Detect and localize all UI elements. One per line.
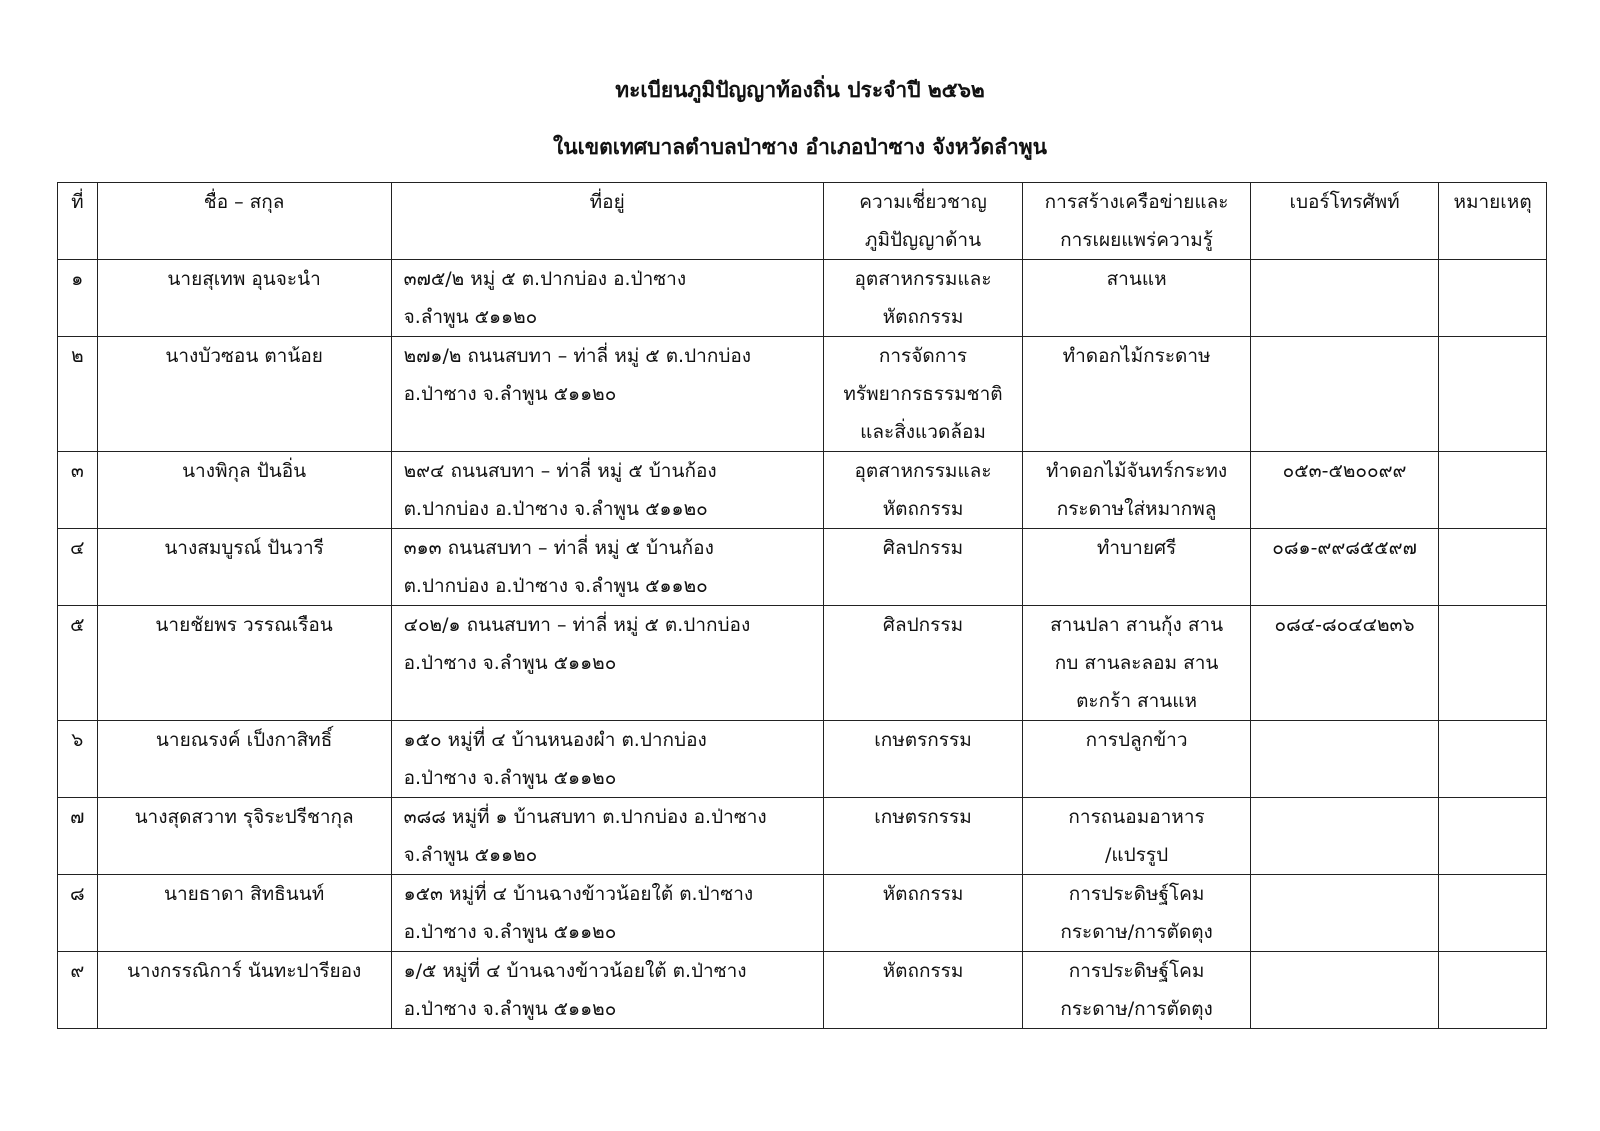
table-row [58, 875, 1547, 952]
cell-address [391, 529, 823, 606]
network-line: สานปลา สานกุ้ง สาน [1050, 614, 1224, 636]
address-line: ๔๐๒/๑ ถนนสบทา – ท่าลี่ หมู่ ๕ ต.ปากบ่อง [403, 614, 751, 636]
document-subtitle: ในเขตเทศบาลตำบลป่าซาง อำเภอป่าซาง จังหวัดลำพูน [553, 135, 1047, 159]
table-row [58, 337, 1547, 452]
cell-phone: ๐๘๑-๙๙๘๕๕๙๗ [1250, 529, 1438, 606]
address-line: ๒๗๑/๒ ถนนสบทา – ท่าลี่ หมู่ ๕ ต.ปากบ่อง [403, 345, 752, 367]
cell-no: ๔ [58, 529, 98, 606]
cell-expertise [823, 875, 1022, 952]
cell-no: ๓ [58, 452, 98, 529]
expertise-line: อุตสาหกรรมและ [854, 268, 992, 290]
header-expertise-line1: ความเชี่ยวชาญ [859, 191, 987, 213]
wisdom-registry-table [57, 182, 1547, 1029]
table-row [58, 606, 1547, 721]
cell-remark [1439, 260, 1547, 337]
cell-address [391, 952, 823, 1029]
address-line: จ.ลำพูน ๕๑๑๒๐ [403, 306, 538, 328]
cell-remark [1439, 452, 1547, 529]
cell-expertise [823, 337, 1022, 452]
cell-remark [1439, 721, 1547, 798]
cell-remark [1439, 606, 1547, 721]
cell-expertise [823, 952, 1022, 1029]
expertise-line: หัตถกรรม [882, 883, 964, 905]
cell-network [1023, 952, 1251, 1029]
cell-phone [1250, 798, 1438, 875]
network-line: การประดิษฐ์โคม [1068, 883, 1205, 905]
document-title: ทะเบียนภูมิปัญญาท้องถิ่น ประจำปี ๒๕๖๒ [615, 78, 985, 102]
cell-remark [1439, 529, 1547, 606]
network-line: ทำดอกไม้กระดาษ [1062, 345, 1211, 367]
network-line: กระดาษ/การตัดตุง [1060, 998, 1213, 1020]
cell-name: นางสุดสวาท รุจิระปรีชากุล [97, 798, 391, 875]
expertise-line: เกษตรกรรม [874, 806, 972, 828]
cell-no: ๑ [58, 260, 98, 337]
cell-no: ๗ [58, 798, 98, 875]
cell-name: นางพิกุล ปันอิ่น [97, 452, 391, 529]
cell-phone [1250, 260, 1438, 337]
cell-address [391, 260, 823, 337]
cell-address [391, 798, 823, 875]
cell-remark [1439, 875, 1547, 952]
cell-expertise [823, 260, 1022, 337]
address-line: จ.ลำพูน ๕๑๑๒๐ [403, 844, 538, 866]
cell-network [1023, 452, 1251, 529]
address-line: ต.ปากบ่อง อ.ป่าซาง จ.ลำพูน ๕๑๑๒๐ [403, 498, 708, 520]
cell-phone [1250, 875, 1438, 952]
cell-no: ๘ [58, 875, 98, 952]
cell-no: ๙ [58, 952, 98, 1029]
network-line: ทำบายศรี [1096, 537, 1177, 559]
address-line: อ.ป่าซาง จ.ลำพูน ๕๑๑๒๐ [403, 998, 617, 1020]
expertise-line: เกษตรกรรม [874, 729, 972, 751]
cell-expertise [823, 529, 1022, 606]
cell-name: นายณรงค์ เป็งกาสิทธิ์ [97, 721, 391, 798]
network-line: กบ สานละลอม สาน [1054, 652, 1219, 674]
header-address: ที่อยู่ [391, 183, 823, 260]
address-line: ๓๗๕/๒ หมู่ ๕ ต.ปากบ่อง อ.ป่าซาง [403, 268, 687, 290]
header-no: ที่ [58, 183, 98, 260]
cell-network [1023, 337, 1251, 452]
table-row [58, 452, 1547, 529]
cell-phone: ๐๕๓-๕๒๐๐๙๙ [1250, 452, 1438, 529]
cell-address [391, 875, 823, 952]
network-line: ตะกร้า สานแห [1076, 690, 1198, 712]
cell-network [1023, 606, 1251, 721]
table-row [58, 260, 1547, 337]
address-line: ๑๕๐ หมู่ที่ ๔ บ้านหนองผำ ต.ปากบ่อง [403, 729, 707, 751]
address-line: อ.ป่าซาง จ.ลำพูน ๕๑๑๒๐ [403, 383, 617, 405]
header-network-line1: การสร้างเครือข่ายและ [1044, 191, 1229, 213]
address-line: ต.ปากบ่อง อ.ป่าซาง จ.ลำพูน ๕๑๑๒๐ [403, 575, 708, 597]
address-line: ๑๕๓ หมู่ที่ ๔ บ้านฉางข้าวน้อยใต้ ต.ป่าซาง [403, 883, 754, 905]
network-line: กระดาษ/การตัดตุง [1060, 921, 1213, 943]
expertise-line: การจัดการ [878, 345, 968, 367]
expertise-line: อุตสาหกรรมและ [854, 460, 992, 482]
cell-name: นายธาดา สิทธินนท์ [97, 875, 391, 952]
header-expertise [823, 183, 1022, 260]
cell-network [1023, 721, 1251, 798]
address-line: ๑/๕ หมู่ที่ ๔ บ้านฉางข้าวน้อยใต้ ต.ป่าซาง [403, 960, 747, 982]
expertise-line: ศิลปกรรม [882, 614, 964, 636]
network-line: การปลูกข้าว [1085, 729, 1188, 751]
cell-network [1023, 875, 1251, 952]
cell-name: นางบัวซอน ตาน้อย [97, 337, 391, 452]
expertise-line: ทรัพยากรธรรมชาติ [843, 383, 1003, 405]
address-line: ๒๙๔ ถนนสบทา – ท่าลี่ หมู่ ๕ บ้านก้อง [403, 460, 717, 482]
cell-expertise [823, 452, 1022, 529]
cell-remark [1439, 952, 1547, 1029]
expertise-line: หัตถกรรม [882, 960, 964, 982]
cell-network [1023, 798, 1251, 875]
cell-address [391, 721, 823, 798]
address-line: อ.ป่าซาง จ.ลำพูน ๕๑๑๒๐ [403, 652, 617, 674]
address-line: อ.ป่าซาง จ.ลำพูน ๕๑๑๒๐ [403, 767, 617, 789]
network-line: กระดาษใส่หมากพลู [1056, 498, 1217, 520]
expertise-line: หัตถกรรม [882, 498, 964, 520]
network-line: /แปรรูป [1104, 844, 1169, 866]
address-line: ๓๑๓ ถนนสบทา – ท่าลี่ หมู่ ๕ บ้านก้อง [403, 537, 714, 559]
cell-no: ๒ [58, 337, 98, 452]
network-line: ทำดอกไม้จันทร์กระทง [1046, 460, 1228, 482]
cell-expertise [823, 798, 1022, 875]
header-remark: หมายเหตุ [1439, 183, 1547, 260]
cell-name: นางกรรณิการ์ นันทะปารียอง [97, 952, 391, 1029]
cell-expertise [823, 606, 1022, 721]
cell-no: ๖ [58, 721, 98, 798]
address-line: อ.ป่าซาง จ.ลำพูน ๕๑๑๒๐ [403, 921, 617, 943]
header-name: ชื่อ – สกุล [97, 183, 391, 260]
cell-phone [1250, 337, 1438, 452]
cell-remark [1439, 337, 1547, 452]
network-line: สานแห [1106, 268, 1167, 290]
header-network-line2: การเผยแพร่ความรู้ [1060, 229, 1214, 251]
cell-no: ๕ [58, 606, 98, 721]
cell-name: นายสุเทพ อุนจะนำ [97, 260, 391, 337]
cell-expertise [823, 721, 1022, 798]
table-row [58, 721, 1547, 798]
cell-address [391, 337, 823, 452]
cell-phone [1250, 721, 1438, 798]
cell-name: นางสมบูรณ์ ปันวารี [97, 529, 391, 606]
header-expertise-line2: ภูมิปัญญาด้าน [864, 229, 982, 251]
cell-network [1023, 529, 1251, 606]
header-phone: เบอร์โทรศัพท์ [1250, 183, 1438, 260]
cell-phone [1250, 952, 1438, 1029]
cell-address [391, 452, 823, 529]
table-row [58, 952, 1547, 1029]
expertise-line: ศิลปกรรม [882, 537, 964, 559]
address-line: ๓๘๘ หมู่ที่ ๑ บ้านสบทา ต.ปากบ่อง อ.ป่าซาง [403, 806, 767, 828]
table-row [58, 529, 1547, 606]
table-header-row [58, 183, 1547, 260]
expertise-line: และสิ่งแวดล้อม [860, 421, 986, 443]
expertise-line: หัตถกรรม [882, 306, 964, 328]
network-line: การถนอมอาหาร [1068, 806, 1205, 828]
table-row [58, 798, 1547, 875]
cell-phone: ๐๘๔-๘๐๔๔๒๓๖ [1250, 606, 1438, 721]
cell-remark [1439, 798, 1547, 875]
cell-address [391, 606, 823, 721]
cell-name: นายชัยพร วรรณเรือน [97, 606, 391, 721]
network-line: การประดิษฐ์โคม [1068, 960, 1205, 982]
cell-network [1023, 260, 1251, 337]
header-network [1023, 183, 1251, 260]
